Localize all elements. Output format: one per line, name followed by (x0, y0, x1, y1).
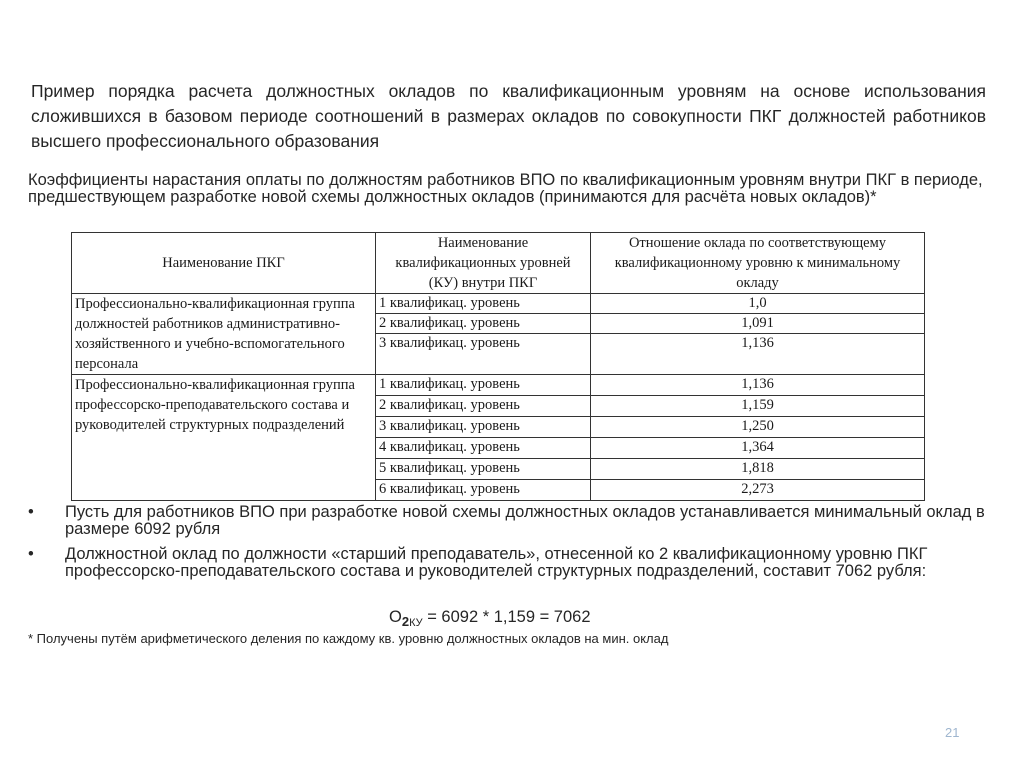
ratio-cell: 1,250 (591, 417, 925, 438)
level-cell: 1 квалификац. уровень (376, 375, 591, 396)
formula-subscript-text: КУ (409, 617, 423, 629)
slide-title: Пример порядка расчета должностных окладов по квалификационным уровням на основе использования сложившихся в базовом периоде соотношений в размерах окладов по совокупности ПКГ должностей работников высшего профессионального образования (31, 81, 986, 151)
bullet-list (28, 504, 988, 588)
salary-formula (389, 608, 591, 629)
pkg-coefficients-table (71, 232, 925, 501)
table-caption: Коэффициенты нарастания оплаты по должностям работников ВПО по квалификационным уровням внутри ПКГ в периоде, предшествующем разработке новой схемы должностных окладов (принимаются для расчёта новых окладов)* (28, 171, 983, 206)
level-cell: 6 квалификац. уровень (376, 480, 591, 501)
formula-subscript-number: 2 (401, 614, 410, 629)
level-cell: 3 квалификац. уровень (376, 417, 591, 438)
list-item (28, 504, 988, 538)
page-number: 21 (945, 725, 960, 740)
header-pkg-name: Наименование ПКГ (72, 233, 376, 294)
table-row (72, 294, 925, 314)
formula-symbol: О (389, 608, 402, 626)
level-cell: 5 квалификац. уровень (376, 459, 591, 480)
level-cell: 4 квалификац. уровень (376, 438, 591, 459)
bullet-text: Должностной оклад по должности «старший преподаватель», отнесенной ко 2 квалификационному уровню ПКГ профессорско-преподавательского состава и руководителей структурных подразделений, составит 7062 рубля: (65, 545, 928, 580)
bullet-text: Пусть для работников ВПО при разработке новой схемы должностных окладов устанавливается минимальный оклад в размере 6092 рубля (65, 503, 985, 538)
group-name-cell: Профессионально-квалификационная группа профессорско-преподавательского состава и руководителей структурных подразделений (72, 375, 376, 501)
ratio-cell: 1,159 (591, 396, 925, 417)
table-row (72, 375, 925, 396)
ratio-cell: 2,273 (591, 480, 925, 501)
ratio-cell: 1,364 (591, 438, 925, 459)
ratio-cell: 1,818 (591, 459, 925, 480)
level-cell: 3 квалификац. уровень (376, 334, 591, 375)
level-cell: 1 квалификац. уровень (376, 294, 591, 314)
ratio-cell: 1,091 (591, 314, 925, 334)
ratio-cell: 1,0 (591, 294, 925, 314)
bullet-marker: • (28, 503, 34, 521)
list-item (28, 546, 988, 580)
ratio-cell: 1,136 (591, 334, 925, 375)
header-ratio: Отношение оклада по соответствующему квалификационному уровню к минимальному окладу (591, 233, 925, 294)
level-cell: 2 квалификац. уровень (376, 314, 591, 334)
footnote: * Получены путём арифметического деления по каждому кв. уровню должностных окладов на мин. оклад (28, 631, 669, 646)
level-cell: 2 квалификац. уровень (376, 396, 591, 417)
header-level-name: Наименование квалификационных уровней (КУ) внутри ПКГ (376, 233, 591, 294)
group-name-cell: Профессионально-квалификационная группа должностей работников административно-хозяйственного и учебно-вспомогательного персонала (72, 294, 376, 375)
ratio-cell: 1,136 (591, 375, 925, 396)
formula-expression: = 6092 * 1,159 = 7062 (422, 608, 591, 626)
bullet-marker: • (28, 545, 34, 563)
formula-subscript (401, 614, 423, 629)
